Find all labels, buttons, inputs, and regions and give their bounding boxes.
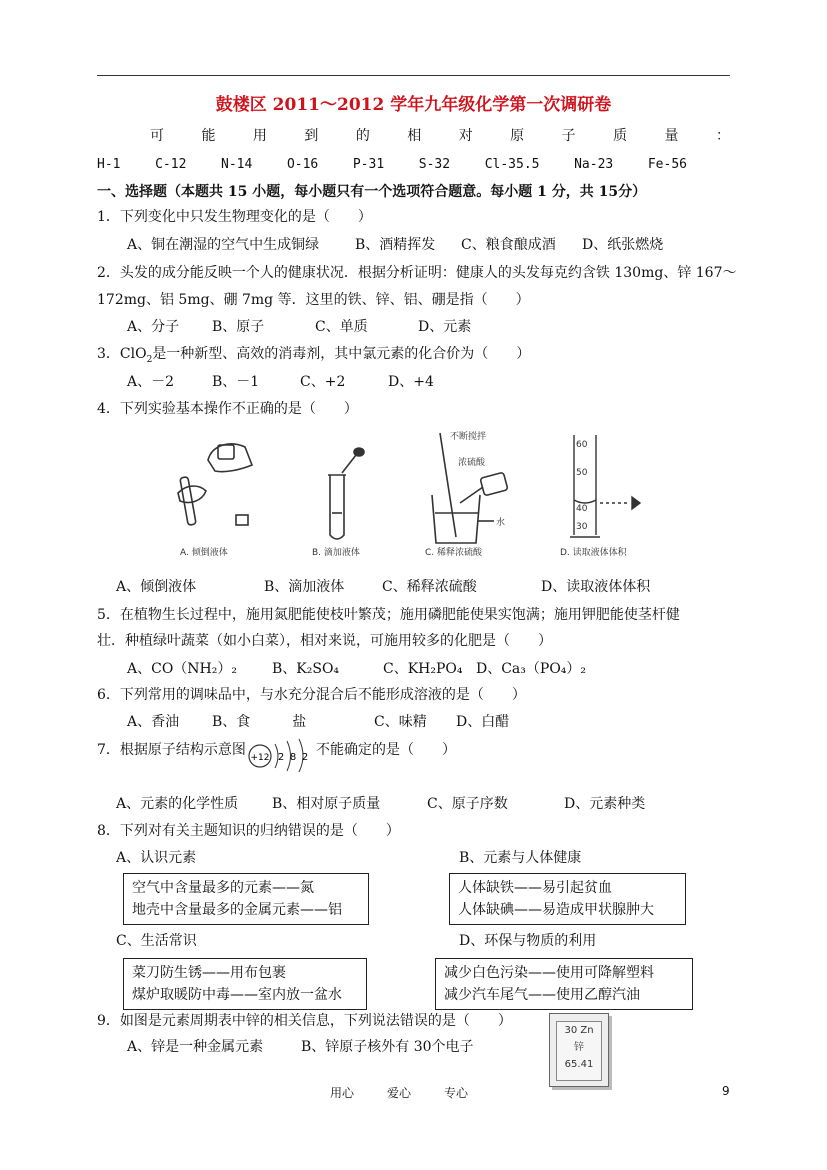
q5-stem-line1: 5．在植物生长过程中，施用氮肥能使枝叶繁茂；施用磷肥能使果实饱满；施用钾肥能使茎杆健 <box>97 607 680 623</box>
q6-option-b: B、食 盐 <box>212 714 307 730</box>
atom-nucleus: +12 <box>250 753 270 763</box>
q6-option-c: C、味精 <box>374 714 427 730</box>
cylinder-tick-40: 40 <box>576 504 588 514</box>
cylinder-tick-50: 50 <box>576 468 588 478</box>
fig-caption-a: A. 倾倒液体 <box>180 548 228 558</box>
fig-a-pouring <box>178 444 252 525</box>
q3-option-a: A、－2 <box>127 374 175 390</box>
cylinder-tick-30: 30 <box>576 522 588 532</box>
q1-option-a: A、铜在潮湿的空气中生成铜绿 <box>127 237 320 253</box>
q8-box-a: 空气中含量最多的元素——氮 地壳中含量最多的金属元素——铝 <box>123 873 369 925</box>
q2-stem-line1: 2．头发的成分能反映一个人的健康状况．根据分析证明：健康人的头发每克约含铁 130mg、锌 167～ <box>97 265 737 281</box>
atom-diagram <box>247 738 317 772</box>
q1-option-d: D、纸张燃烧 <box>582 237 664 253</box>
q3-option-d: D、+4 <box>388 374 434 390</box>
q5-stem-line2: 壮．种植绿叶蔬菜（如小白菜），相对来说，可施用较多的化肥是（ ） <box>97 633 552 649</box>
fig-b-dropping <box>328 448 364 539</box>
q6-option-d: D、白醋 <box>456 714 510 730</box>
q9-option-b: B、锌原子核外有 30个电子 <box>301 1039 474 1055</box>
q3-option-b: B、－1 <box>212 374 260 390</box>
paper-title: 鼓楼区 2011～2012 学年九年级化学第一次调研卷 <box>215 95 612 115</box>
q8-label-c: C、生活常识 <box>116 933 197 949</box>
atomic-mass-values: H-1 C-12 N-14 O-16 P-31 S-32 Cl-35.5 Na-23 Fe-56 <box>97 157 687 172</box>
q4-option-a: A、倾倒液体 <box>116 579 197 595</box>
atom-shell-2: 8 <box>289 752 297 763</box>
zinc-number-symbol: 30 Zn <box>564 1025 594 1036</box>
cylinder-tick-60: 60 <box>576 440 588 450</box>
q4-option-c: C、稀释浓硫酸 <box>382 579 477 595</box>
q1-stem: 1．下列变化中只发生物理变化的是（ ） <box>97 209 372 225</box>
q5-option-a: A、CO（NH₂）₂ <box>127 661 237 677</box>
q2-stem-line2: 172mg、铝 5mg、硼 7mg 等．这里的铁、锌、铝、硼是指（ ） <box>97 292 530 308</box>
q7-option-a: A、元素的化学性质 <box>116 796 239 812</box>
header-rule <box>97 75 730 76</box>
q4-option-b: B、滴加液体 <box>264 579 345 595</box>
fig-label-stir: 不断搅拌 <box>450 432 487 442</box>
fig-label-water: 水 <box>496 518 506 528</box>
q8-box-d: 减少白色污染——使用可降解塑料 减少汽车尾气——使用乙醇汽油 <box>435 958 693 1010</box>
atom-shell-1: 2 <box>277 752 285 763</box>
q5-option-c: C、KH₂PO₄ <box>383 661 463 677</box>
q4-figure <box>160 425 650 570</box>
fig-label-acid: 浓硫酸 <box>458 458 486 468</box>
zinc-mass: 65.41 <box>564 1059 594 1070</box>
q9-stem: 9．如图是元素周期表中锌的相关信息，下列说法错误的是（ ） <box>97 1013 512 1029</box>
q8-label-a: A、认识元素 <box>116 850 197 866</box>
q4-option-d: D、读取液体体积 <box>541 579 651 595</box>
section-heading: 一、选择题（本题共 15 小题，每小题只有一个选项符合题意。每小题 1 分，共 15分） <box>97 184 647 200</box>
q8-label-d: D、环保与物质的利用 <box>459 933 597 949</box>
q2-option-b: B、原子 <box>212 319 265 335</box>
q6-stem: 6．下列常用的调味品中，与水充分混合后不能形成溶液的是（ ） <box>97 687 526 703</box>
q7-option-b: B、相对原子质量 <box>272 796 381 812</box>
q7-stem-pre: 7．根据原子结构示意图 <box>97 742 246 758</box>
q2-option-a: A、分子 <box>127 319 180 335</box>
q9-option-a: A、锌是一种金属元素 <box>127 1039 264 1055</box>
zinc-element-tile <box>549 1013 609 1087</box>
footer-item-3: 专心 <box>444 1086 469 1100</box>
zinc-name: 锌 <box>574 1042 584 1053</box>
fig-caption-c: C. 稀释浓硫酸 <box>425 548 483 558</box>
atomic-mass-label: 可 能 用 到 的 相 对 原 子 质 量 ： <box>150 128 730 144</box>
q1-option-c: C、粮食酿成酒 <box>461 237 556 253</box>
q3-option-c: C、+2 <box>300 374 346 390</box>
footer-item-2: 爱心 <box>387 1086 412 1100</box>
q2-option-d: D、元素 <box>418 319 472 335</box>
atom-shell-3: 2 <box>301 752 309 763</box>
q8-label-b: B、元素与人体健康 <box>459 850 582 866</box>
fig-caption-d: D. 读取液体体积 <box>560 548 627 558</box>
q5-option-b: B、K₂SO₄ <box>272 661 340 677</box>
q8-stem: 8．下列对有关主题知识的归纳错误的是（ ） <box>97 823 400 839</box>
q8-box-c: 菜刀防生锈——用布包裹 煤炉取暖防中毒——室内放一盆水 <box>123 958 367 1010</box>
fig-caption-b: B. 滴加液体 <box>312 548 360 558</box>
q7-stem-post: 不能确定的是（ ） <box>316 742 456 758</box>
q5-option-d: D、Ca₃（PO₄）₂ <box>476 661 587 677</box>
q2-option-c: C、单质 <box>315 319 368 335</box>
page-number: 9 <box>722 1084 730 1098</box>
q6-option-a: A、香油 <box>127 714 180 730</box>
q4-stem: 4．下列实验基本操作不正确的是（ ） <box>97 401 358 417</box>
q7-option-d: D、元素种类 <box>564 796 646 812</box>
footer-item-1: 用心 <box>330 1086 355 1100</box>
q3-stem: 3．ClO$_2$是一种新型、高效的消毒剂，其中氯元素的化合价为（ ） <box>97 346 531 365</box>
q7-option-c: C、原子序数 <box>427 796 508 812</box>
q8-box-b: 人体缺铁——易引起贫血 人体缺碘——易造成甲状腺肿大 <box>449 873 686 925</box>
q1-option-b: B、酒精挥发 <box>355 237 436 253</box>
